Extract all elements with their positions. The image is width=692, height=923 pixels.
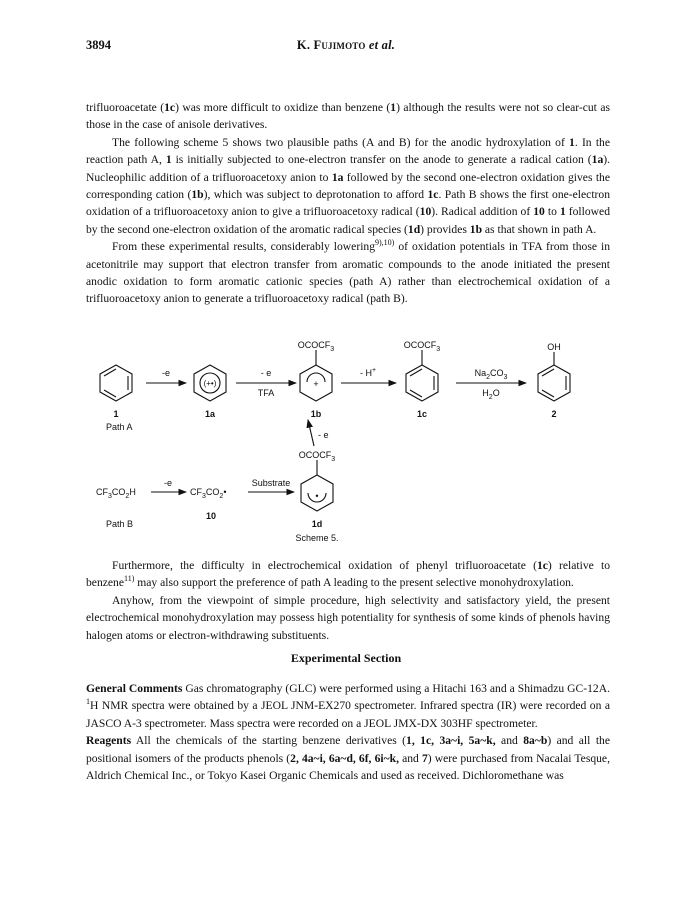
compound-label-2: 2 [551,409,557,419]
reagents-heading: Reagents [86,734,132,748]
paragraph-reagents: Reagents All the chemicals of the starting benzene derivatives (1, 1c, 3a~i, 5a~k, and 8a~b) and all the positional isomers of the products phenols (2, 4a~i, 6a~d, 6f, 6i~k, and 7) were purchased from Nacalai Tesque, Aldrich Chemical Inc., or Tokyo Kasei Organic Chemicals and used as received. Dichloromethane was [86,734,610,783]
benzene-1-structure [100,365,132,401]
radical-cation-sign: (+•) [203,379,217,388]
running-author: K. Fujimoto [296,38,366,52]
paragraph-furthermore: Furthermore, the difficulty in electrochemical oxidation of phenyl trifluoroacetate (1c) relative to benzene$^{11)}$ may also support the preference of path A leading to the present selective monohydroxylation. [86,559,610,590]
running-etal: et al. [368,38,396,52]
ococf3-1d: $OCOCF_3$ [298,450,336,463]
compound-label-1b: 1b [310,409,322,419]
label-h2o: $H_2O$ [482,388,500,401]
path-b-label: Path B [106,519,134,529]
page-number: 3894 [86,38,111,52]
oh-2: OH [547,342,561,352]
ococf3-1b: $OCOCF_3$ [297,340,335,353]
label-cf3co2-radical: $CF_3CO_2•$ [190,487,227,500]
body-text-experimental [86,680,610,784]
body-text-top [86,99,610,308]
compound-label-1d: 1d [311,519,323,529]
running-head [0,38,692,53]
compound-label-1a: 1a [204,409,216,419]
label-na2co3: $Na_2CO_3$ [474,368,508,381]
label-minus-h: - H+ [359,367,377,378]
label-minus-e-b: -e [163,478,173,488]
label-minus-e-1: -e [161,368,171,378]
cation-sign: + [313,379,319,389]
paragraph-scheme-description: The following scheme 5 shows two plausible paths (A and B) for the anodic hydroxylation of 1. In the reaction path A, 1 is initially subjected to one-electron transfer on the anode to generate a radical cation (1a). Nucleophilic addition of a trifluoroacetoxy anion to 1a followed by the second one-electron oxidation gives the corresponding cation (1b), which was subject to deprotonation to afford 1c. Path B shows the first one-electron oxidation of a trifluoroacetoxy anion to give a trifluoroacetoxy radical (10). Radical addition of 10 to 1 followed by the second one-electron oxidation of the aromatic radical species (1d) provides 1b as that shown in path A. [86,135,611,236]
paragraph-results: From these experimental results, considerably lowering$^{9),10)}$ of oxidation potentials in TFA from those in acetonitrile may support that electron transfer from aromatic compounds to the anode initiated the present anodic oxidation to form aromatic cationic species (path A) rather than electrochemical oxidation of a trifluoroacetoxy anion to generate a trifluoroacetoxy radical (path B). [86,238,610,306]
label-substrate: Substrate [251,478,291,488]
label-minus-e-vertical: - e [318,430,329,440]
paragraph-anyhow: Anyhow, from the viewpoint of simple procedure, high selectivity and satisfactory yield, the present electrochemical monohydroxylation may possess high potentiality for synthesis of some kinds of phenols having halogen atoms or electron-withdrawing substituents. [86,593,610,642]
arrow-1d-to-1b [308,420,314,446]
label-tfa: TFA [257,388,275,398]
label-cf3co2h: $CF_3CO_2H$ [96,487,136,500]
cation-1b-structure [300,350,332,401]
phenyl-trifluoroacetate-1c-structure [406,350,438,401]
section-title: Experimental Section [290,651,402,665]
scheme-5 [86,338,616,548]
body-text-middle [86,557,610,644]
scheme-caption: Scheme 5. [295,533,339,543]
ococf3-1c: $OCOCF_3$ [403,340,441,353]
paragraph-general-comments: General Comments Gas chromatography (GLC) were performed using a Hitachi 163 and a Shimadzu GC-12A. $^1$H NMR spectra were obtained by a JEOL JNM-EX270 spectrometer. Infrared spectra (IR) were recorded on a JASCO A-3 spectrometer. Mass spectra were recorded on a JEOL JMX-DX 303HF spectrometer. [86,682,610,730]
radical-1d-structure [301,460,333,511]
paragraph-intro: trifluoroacetate (1c) was more difficult to oxidize than benzene (1) although the results were not so clear-cut as those in the case of anisole derivatives. [86,101,610,132]
radical-dot: • [315,491,319,501]
compound-label-1c: 1c [416,409,428,419]
label-minus-e-2: - e [260,368,272,378]
general-comments-heading: General Comments [86,682,183,695]
path-a-label: Path A [106,422,133,432]
compound-label-10: 10 [205,511,217,521]
compound-label-1: 1 [113,409,119,419]
phenol-2-structure [538,352,570,401]
